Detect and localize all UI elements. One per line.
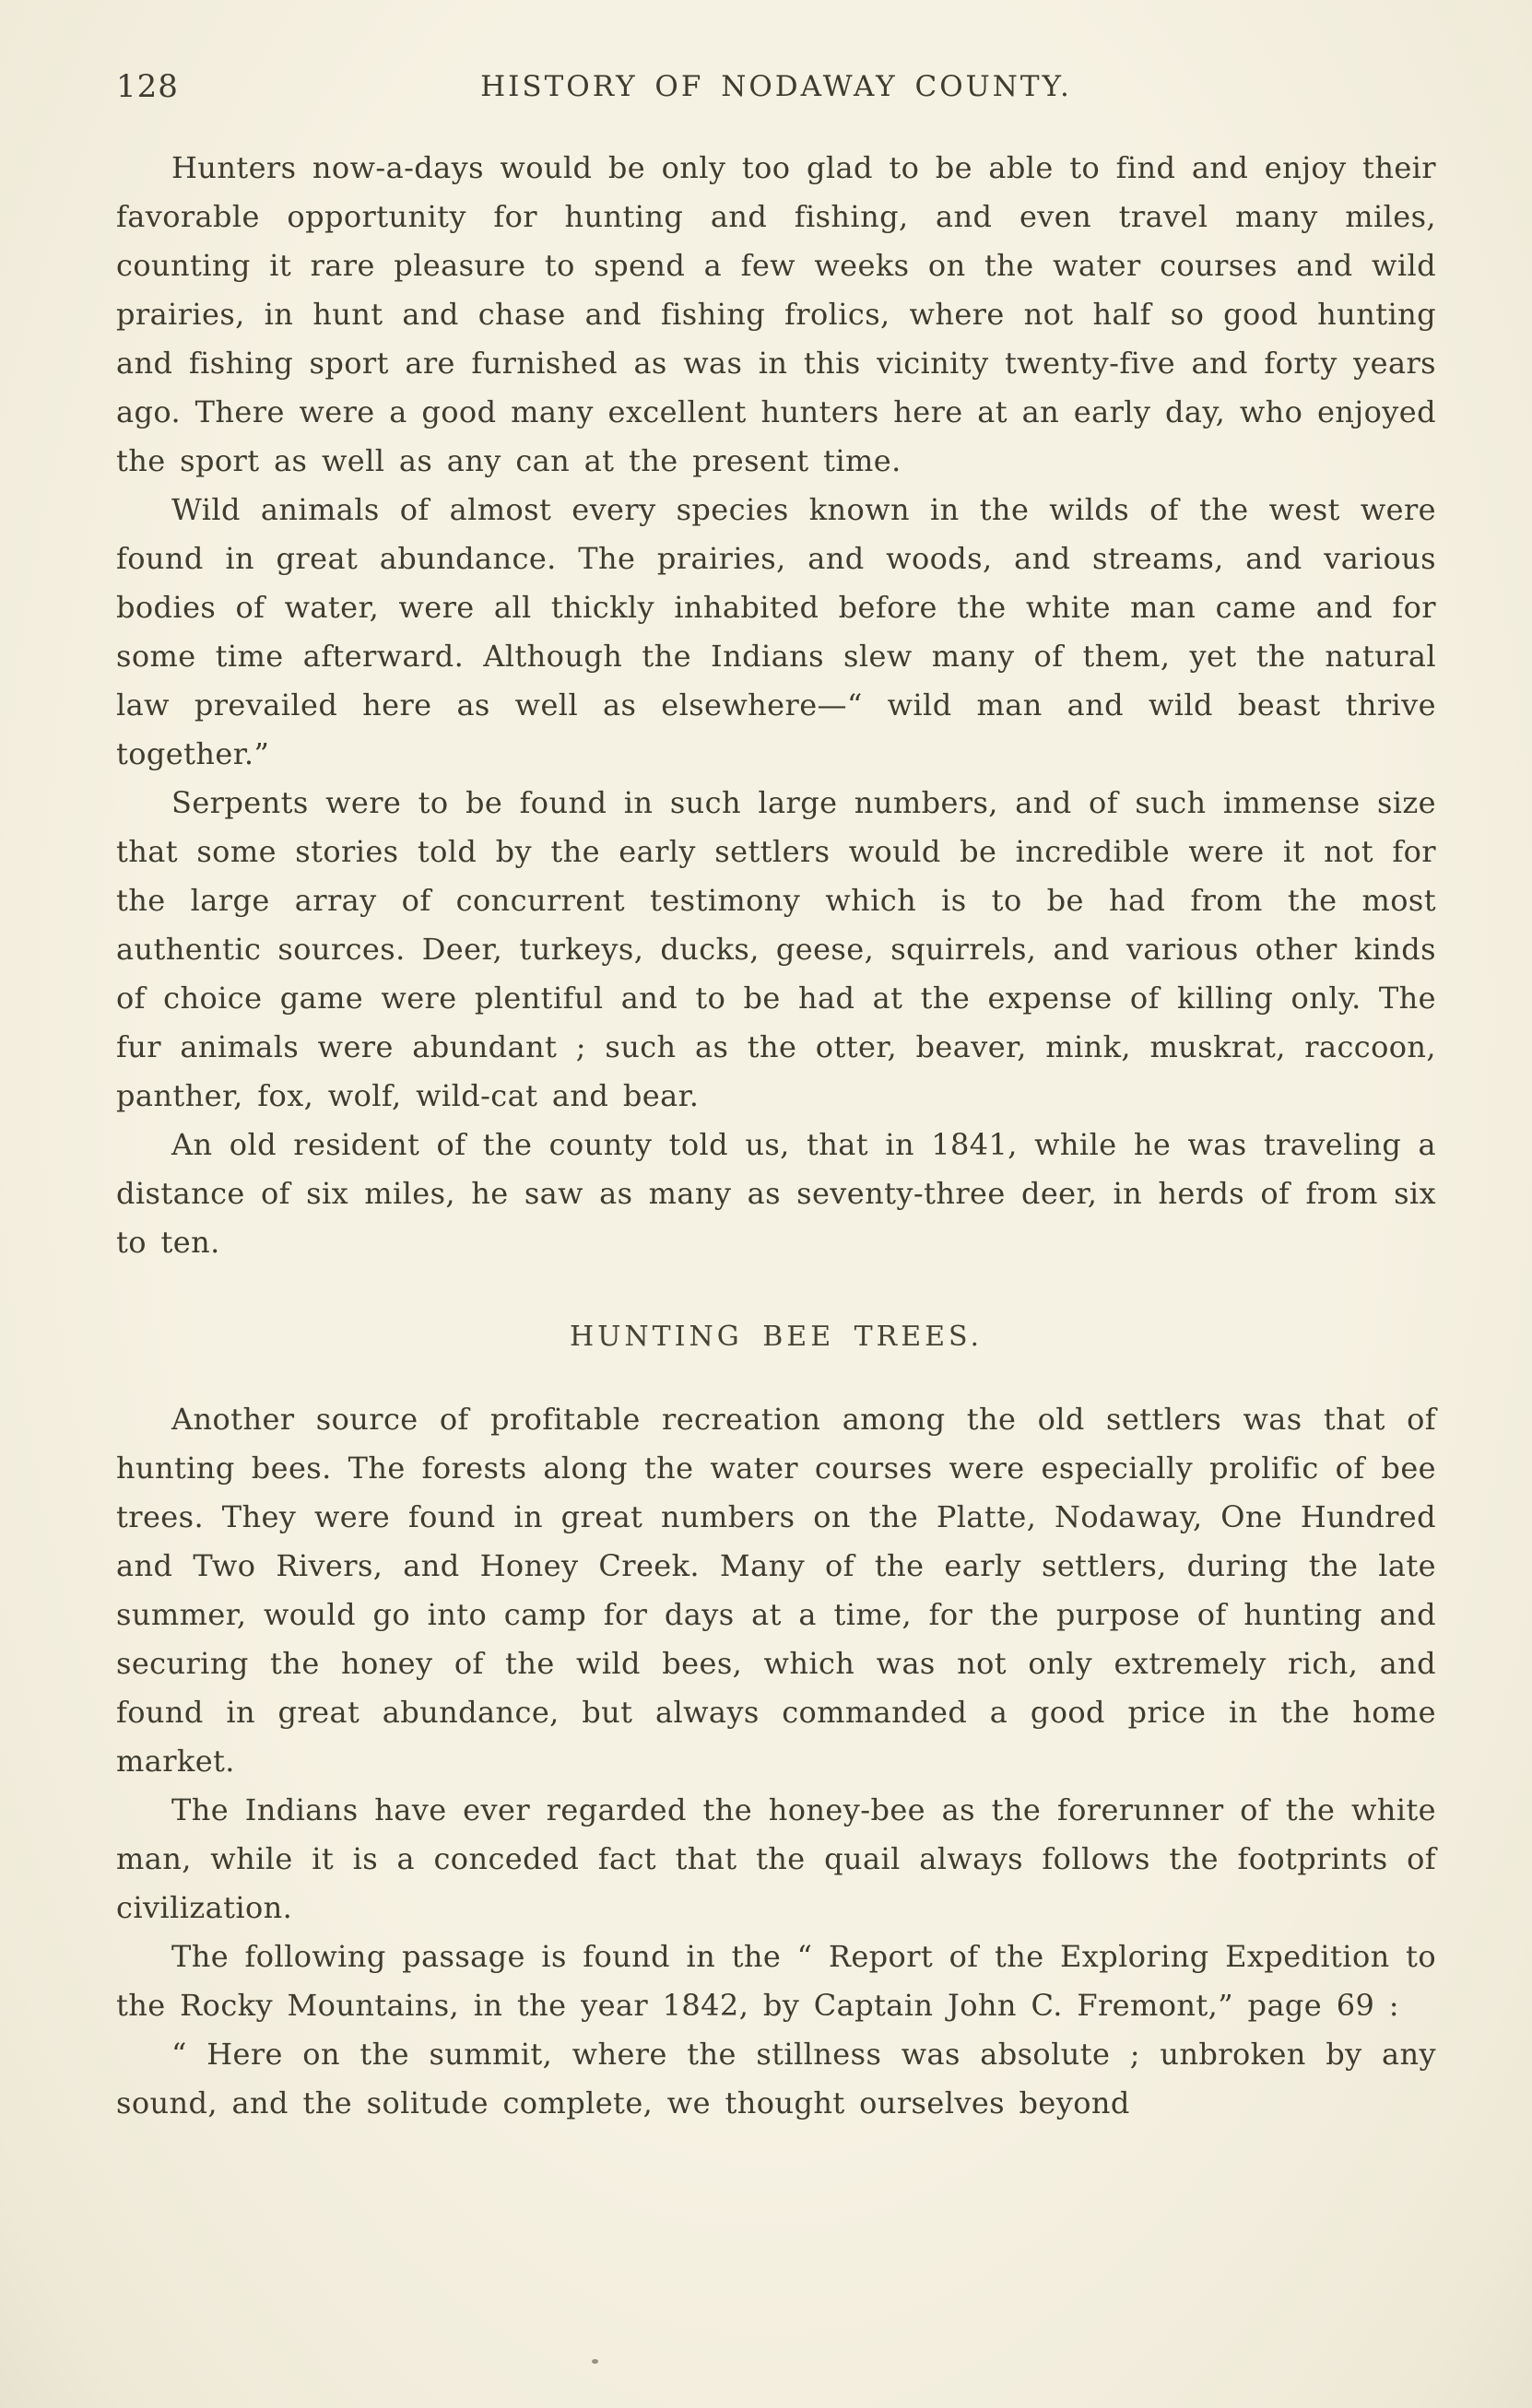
section-heading: HUNTING BEE TREES. (569, 1321, 984, 1353)
paragraph: Hunters now-a-days would be only too glad to be able to find and enjoy their favorable opportunity for hunting and fishing, and even travel many miles, counting it rare pleasure to spend a few weeks on the water courses and wild prairies, in hunt and chase and fishing frolics, where not half so good hunting and fishing sport are furnished as was in this vicinity twenty-five and forty years ago. There were a good many excellent hunters here at an early day, who enjoyed the sport as well as any can at the present time. (116, 150, 1436, 478)
page-body (116, 144, 1436, 2128)
paragraph: An old resident of the county told us, that in 1841, while he was traveling a distance of six miles, he saw as many as seventy-three deer, in herds of from six to ten. (116, 1127, 1436, 1260)
paragraph: The Indians have ever regarded the honey-bee as the forerunner of the white man, while it is a conceded fact that the quail always follows the footprints of civilization. (116, 1792, 1436, 1925)
scan-artifact (592, 2359, 598, 2364)
paragraph: “ Here on the summit, where the stillness was absolute ; unbroken by any sound, and the solitude complete, we thought ourselves beyond (116, 2037, 1436, 2120)
running-head: HISTORY OF NODAWAY COUNTY. (480, 70, 1072, 103)
paragraph: Wild animals of almost every species known in the wilds of the west were found in great abundance. The prairies, and woods, and streams, and various bodies of water, were all thickly inhabited before the white man came and for some time afterward. Although the Indians slew many of them, yet the natural law prevailed here as well as elsewhere—“ wild man and wild beast thrive together.” (116, 492, 1436, 771)
page-header (116, 68, 1436, 120)
page-number: 128 (116, 68, 179, 105)
paragraph: Another source of profitable recreation among the old settlers was that of hunting bees. The forests along the water courses were especially prolific of bee trees. They were found in great numbers on the Platte, Nodaway, One Hundred and Two Rivers, and Honey Creek. Many of the early settlers, during the late summer, would go into camp for days at a time, for the purpose of hunting and securing the honey of the wild bees, which was not only extremely rich, and found in great abundance, but always commanded a good price in the home market. (116, 1402, 1436, 1779)
paragraph: Serpents were to be found in such large numbers, and of such immense size that some stories told by the early settlers would be incredible were it not for the large array of concurrent testimony which is to be had from the most authentic sources. Deer, turkeys, ducks, geese, squirrels, and various other kinds of choice game were plentiful and to be had at the expense of killing only. The fur animals were abundant ; such as the otter, beaver, mink, muskrat, raccoon, panther, fox, wolf, wild-cat and bear. (116, 785, 1436, 1113)
paragraph: The following passage is found in the “ Report of the Exploring Expedition to the Rocky Mountains, in the year 1842, by Captain John C. Fremont,” page 69 : (116, 1939, 1436, 2023)
